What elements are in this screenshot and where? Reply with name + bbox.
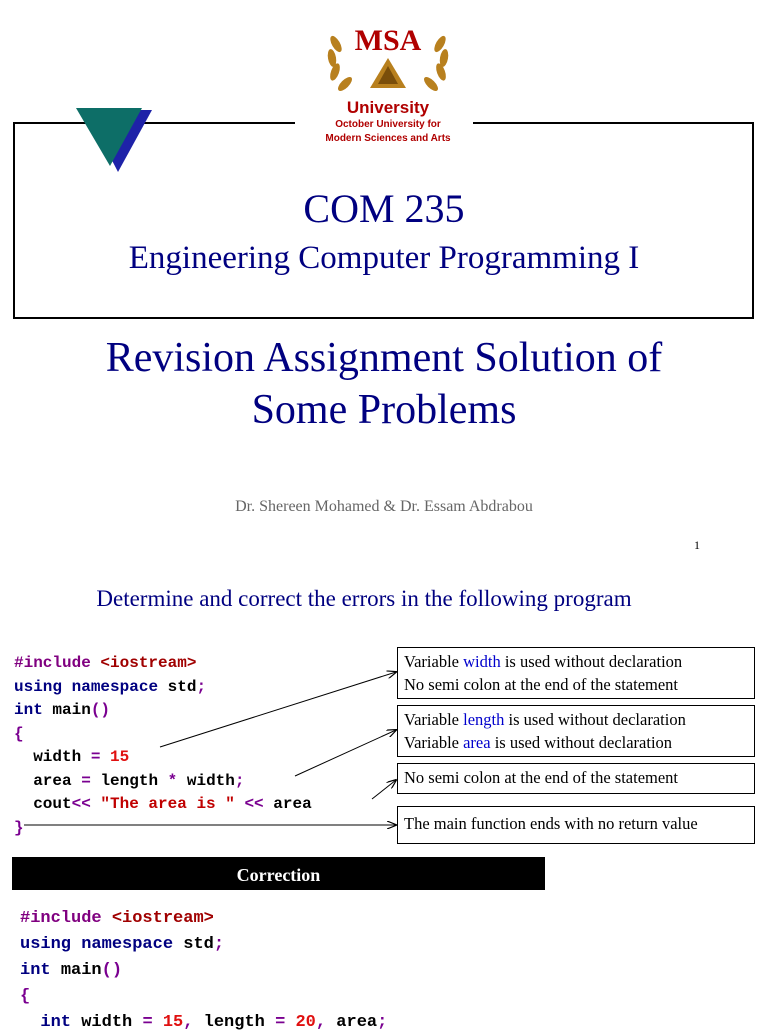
code-token: using xyxy=(20,935,72,954)
code-token: } xyxy=(14,818,24,837)
code-token: 15 xyxy=(162,1013,184,1032)
code-token: length xyxy=(203,1013,265,1032)
code-token: , xyxy=(183,1013,194,1032)
code-token: <iostream> xyxy=(100,654,197,672)
note-variable: length xyxy=(463,710,505,729)
error-note-3: No semi colon at the end of the statement xyxy=(397,763,755,794)
corrected-code-block xyxy=(20,906,387,1036)
page-number: 1 xyxy=(694,538,700,552)
arrow-to-note2 xyxy=(295,730,396,776)
code-token: ; xyxy=(377,1013,388,1032)
note-text: is used without declaration xyxy=(504,710,686,729)
code-token: cout xyxy=(33,795,72,813)
code-token: area xyxy=(33,771,72,790)
main-title-line2: Some Problems xyxy=(251,387,517,433)
code-token: namespace xyxy=(71,677,159,696)
code-token: main xyxy=(60,961,102,980)
note-text: is used without declaration xyxy=(490,733,673,752)
code-token: std xyxy=(183,935,214,954)
code-token: = xyxy=(81,771,91,790)
error-note-4: The main function ends with no return value xyxy=(397,806,755,844)
code-token: << xyxy=(71,795,91,813)
code-token: int xyxy=(20,961,51,980)
code-token: <iostream> xyxy=(111,909,214,928)
code-token: = xyxy=(275,1013,286,1032)
code-token: ; xyxy=(234,771,245,790)
code-token: using xyxy=(14,677,63,696)
note-line xyxy=(404,731,748,754)
code-token: , xyxy=(315,1013,327,1032)
code-token: () xyxy=(90,701,111,719)
logo-subtitle-line1: October University for xyxy=(335,119,441,130)
code-token: #include xyxy=(14,654,91,672)
university-logo xyxy=(318,14,458,154)
code-token: << xyxy=(244,795,264,813)
code-token: int xyxy=(40,1013,72,1032)
code-token: () xyxy=(101,961,123,980)
authors: Dr. Shereen Mohamed & Dr. Essam Abdrabou xyxy=(235,498,533,515)
arrow-to-note1 xyxy=(160,672,396,747)
code-token: main xyxy=(52,701,91,719)
note-variable: area xyxy=(463,733,491,752)
code-token: 20 xyxy=(295,1013,316,1032)
code-token: int xyxy=(14,701,43,719)
code-token: 15 xyxy=(110,748,130,766)
error-note-1 xyxy=(397,647,755,699)
arrow-to-note3 xyxy=(372,780,396,799)
code-token: area xyxy=(336,1013,378,1032)
code-token: std xyxy=(167,677,197,696)
code-token: width xyxy=(186,771,235,790)
code-token: ; xyxy=(213,935,225,954)
note-line xyxy=(404,708,748,731)
note-variable: width xyxy=(463,652,501,671)
main-title-line1: Revision Assignment Solution of xyxy=(105,335,663,381)
code-token: length xyxy=(100,771,159,790)
code-token: area xyxy=(273,795,312,813)
course-name: Engineering Computer Programming I xyxy=(128,240,640,276)
error-note-2 xyxy=(397,705,755,757)
note-line xyxy=(404,650,748,673)
code-token: = xyxy=(142,1013,153,1032)
code-token: = xyxy=(90,748,101,766)
note-text: Variable xyxy=(404,733,464,752)
logo-university-text: University xyxy=(346,98,430,117)
correction-header: Correction xyxy=(12,857,545,890)
logo-subtitle xyxy=(318,118,458,146)
laurel-emblem-icon xyxy=(318,14,458,98)
note-text: Variable xyxy=(404,652,464,671)
logo-subtitle-line2: Modern Sciences and Arts xyxy=(325,133,451,144)
task-instruction: Determine and correct the errors in the following program xyxy=(96,586,632,611)
code-token: * xyxy=(167,771,178,790)
code-token: #include xyxy=(20,909,102,928)
course-code: COM 235 xyxy=(303,186,465,231)
code-token: width xyxy=(33,748,82,766)
code-token: ; xyxy=(196,677,207,696)
code-token: namespace xyxy=(81,935,174,954)
note-text: Variable xyxy=(404,710,464,729)
note-line: No semi colon at the end of the statement xyxy=(404,675,679,694)
code-token: "The area is " xyxy=(100,795,235,813)
code-token: width xyxy=(81,1013,133,1032)
logo-mark-text: MSA xyxy=(354,24,422,57)
code-token: { xyxy=(14,724,24,743)
note-text: is used without declaration xyxy=(500,652,683,671)
code-token: { xyxy=(20,987,31,1006)
